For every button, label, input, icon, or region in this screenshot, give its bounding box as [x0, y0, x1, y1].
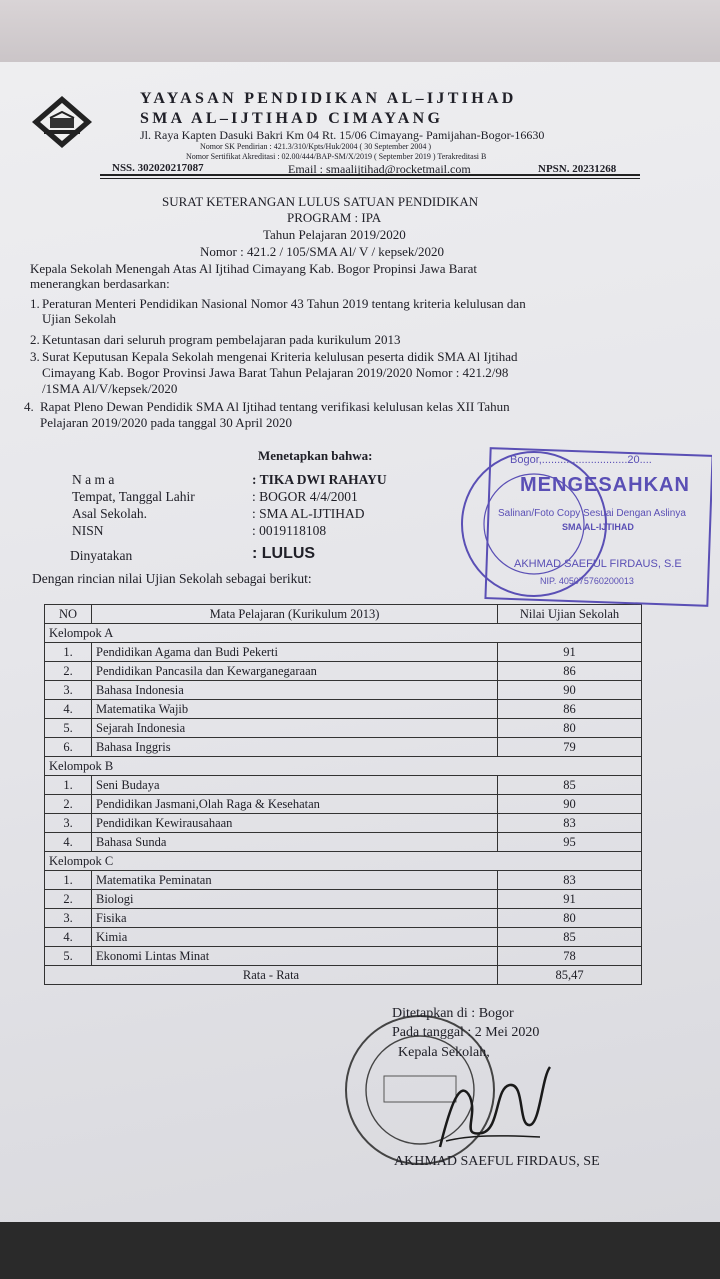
detail-intro: Dengan rincian nilai Ujian Sekolah sebagai berikut:: [32, 571, 312, 586]
basis-1-line-1: Peraturan Menteri Pendidikan Nasional Nomor 43 Tahun 2019 tentang kriteria kelulusan dan: [42, 296, 526, 311]
school-year-line: Tahun Pelajaran 2019/2020: [263, 227, 406, 242]
decision-heading: Menetapkan bahwa:: [258, 448, 373, 463]
foundation-name: YAYASAN PENDIDIKAN AL–IJTIHAD: [140, 90, 517, 107]
header-divider: [100, 174, 640, 176]
row-no: 3.: [45, 814, 92, 833]
name-label: N a m a: [72, 472, 115, 487]
certificate-document: [0, 62, 720, 1222]
row-subject: Kimia: [92, 928, 498, 947]
row-subject: Ekonomi Lintas Minat: [92, 947, 498, 966]
group-row: [45, 852, 642, 871]
row-no: 2.: [45, 795, 92, 814]
row-subject: Pendidikan Pancasila dan Kewarganegaraan: [92, 662, 498, 681]
row-no: 2.: [45, 662, 92, 681]
row-score: 91: [498, 890, 642, 909]
stamp-name: AKHMAD SAEFUL FIRDAUS, S.E: [514, 558, 682, 570]
row-no: 3.: [45, 681, 92, 700]
row-score: 85: [498, 928, 642, 947]
accreditation-number: Nomor Sertifikat Akreditasi : 02.00/444/BAP-SM/X/2019 ( September 2019 ) Terakreditasi B: [186, 152, 487, 161]
email-address: smaalijtihad@rocketmail.com: [326, 162, 471, 176]
basis-2-line-1: Ketuntasan dari seluruh program pembelajaran pada kurikulum 2013: [42, 332, 401, 347]
table-row: [45, 795, 642, 814]
row-no: 1.: [45, 776, 92, 795]
basis-3-num: 3.: [30, 349, 40, 364]
basis-3-line-3: /1SMA Al/V/kepsek/2020: [42, 381, 178, 396]
row-subject: Biologi: [92, 890, 498, 909]
row-subject: Matematika Peminatan: [92, 871, 498, 890]
table-row: [45, 890, 642, 909]
stamp-top-line: Bogor,............................20....: [510, 454, 652, 466]
stamp-copy-note: Salinan/Foto Copy Sesuai Dengan Aslinya: [498, 508, 686, 519]
group-a-label: Kelompok A: [45, 624, 642, 643]
row-subject: Bahasa Sunda: [92, 833, 498, 852]
table-row: [45, 776, 642, 795]
table-row: [45, 928, 642, 947]
status-label: Dinyatakan: [70, 548, 133, 563]
average-row: [45, 966, 642, 985]
stamp-school: SMA AL-IJTIHAD: [562, 522, 634, 532]
row-subject: Pendidikan Jasmani,Olah Raga & Kesehatan: [92, 795, 498, 814]
table-row: [45, 643, 642, 662]
basis-2-num: 2.: [30, 332, 40, 347]
average-label: Rata - Rata: [45, 966, 498, 985]
row-score: 86: [498, 700, 642, 719]
row-score: 95: [498, 833, 642, 852]
legalization-stamp: [454, 446, 712, 616]
row-score: 80: [498, 909, 642, 928]
group-row: [45, 624, 642, 643]
table-row: [45, 700, 642, 719]
table-row: [45, 871, 642, 890]
basis-4-line-2: Pelajaran 2019/2020 pada tanggal 30 April 2020: [40, 415, 293, 430]
sign-name: AKHMAD SAEFUL FIRDAUS, SE: [394, 1154, 600, 1169]
basis-1-line-2: Ujian Sekolah: [42, 311, 117, 326]
row-score: 78: [498, 947, 642, 966]
row-score: 91: [498, 643, 642, 662]
row-no: 2.: [45, 890, 92, 909]
row-score: 83: [498, 814, 642, 833]
table-row: [45, 662, 642, 681]
row-subject: Matematika Wajib: [92, 700, 498, 719]
row-no: 1.: [45, 643, 92, 662]
student-status: : LULUS: [252, 545, 316, 562]
row-subject: Seni Budaya: [92, 776, 498, 795]
row-subject: Fisika: [92, 909, 498, 928]
stamp-nip: NIP. 405075760200013: [540, 576, 634, 586]
row-subject: Bahasa Indonesia: [92, 681, 498, 700]
intro-line-1: Kepala Sekolah Menengah Atas Al Ijtihad Cimayang Kab. Bogor Propinsi Jawa Barat: [30, 261, 477, 276]
sign-role: Kepala Sekolah,: [398, 1045, 490, 1060]
document-title: SURAT KETERANGAN LULUS SATUAN PENDIDIKAN: [162, 194, 479, 209]
row-score: 79: [498, 738, 642, 757]
table-row: [45, 947, 642, 966]
school-address: Jl. Raya Kapten Dasuki Bakri Km 04 Rt. 15/06 Cimayang- Pamijahan-Bogor-16630: [140, 128, 545, 142]
basis-4-line-1: Rapat Pleno Dewan Pendidik SMA Al Ijtihad tentang verifikasi kelulusan kelas XII Tahun: [40, 399, 510, 414]
email-label: Email :: [288, 162, 323, 176]
row-no: 4.: [45, 928, 92, 947]
table-row: [45, 738, 642, 757]
nss-number: NSS. 302020217087: [112, 162, 204, 174]
nisn-label: NISN: [72, 523, 104, 538]
basis-3-line-1: Surat Keputusan Kepala Sekolah mengenai Kriteria kelulusan peserta didik SMA Al Ijtihad: [42, 349, 518, 364]
student-nisn: : 0019118108: [252, 523, 327, 538]
row-score: 80: [498, 719, 642, 738]
school-logo-icon: [30, 94, 94, 150]
row-score: 90: [498, 795, 642, 814]
sk-number: Nomor SK Pendirian : 421.3/310/Kpts/Huk/2004 ( 30 September 2004 ): [200, 142, 432, 151]
document-number: Nomor : 421.2 / 105/SMA Al/ V / kepsek/2020: [200, 244, 445, 259]
table-row: [45, 719, 642, 738]
row-no: 4.: [45, 700, 92, 719]
row-subject: Bahasa Inggris: [92, 738, 498, 757]
student-name: : TIKA DWI RAHAYU: [252, 472, 387, 487]
student-school: : SMA AL-IJTIHAD: [252, 506, 365, 521]
basis-3-line-2: Cimayang Kab. Bogor Provinsi Jawa Barat Tahun Pelajaran 2019/2020 Nomor : 421.2/98: [42, 365, 509, 380]
intro-line-2: menerangkan berdasarkan:: [30, 276, 170, 291]
table-row: [45, 681, 642, 700]
npsn-number: NPSN. 20231268: [538, 163, 617, 175]
table-row: [45, 814, 642, 833]
header-divider-thin: [100, 178, 640, 179]
average-score: 85,47: [498, 966, 642, 985]
row-score: 85: [498, 776, 642, 795]
row-score: 86: [498, 662, 642, 681]
row-no: 5.: [45, 947, 92, 966]
program-line: PROGRAM : IPA: [287, 210, 382, 225]
row-subject: Pendidikan Kewirausahaan: [92, 814, 498, 833]
sign-place: Ditetapkan di : Bogor: [392, 1006, 514, 1021]
row-subject: Sejarah Indonesia: [92, 719, 498, 738]
signature-icon: [390, 1037, 570, 1167]
table-row: [45, 833, 642, 852]
group-row: [45, 757, 642, 776]
group-b-label: Kelompok B: [45, 757, 642, 776]
school-label: Asal Sekolah.: [72, 506, 147, 521]
row-score: 83: [498, 871, 642, 890]
row-no: 4.: [45, 833, 92, 852]
basis-4-num: 4.: [24, 399, 34, 414]
student-birth: : BOGOR 4/4/2001: [252, 489, 358, 504]
sign-date: Pada tanggal : 2 Mei 2020: [392, 1025, 540, 1040]
row-score: 90: [498, 681, 642, 700]
header-subject: Mata Pelajaran (Kurikulum 2013): [92, 605, 498, 624]
row-no: 1.: [45, 871, 92, 890]
basis-1-num: 1.: [30, 296, 40, 311]
birth-label: Tempat, Tanggal Lahir: [72, 489, 195, 504]
school-name: SMA AL–IJTIHAD CIMAYANG: [140, 110, 444, 127]
table-row: [45, 909, 642, 928]
row-subject: Pendidikan Agama dan Budi Pekerti: [92, 643, 498, 662]
row-no: 5.: [45, 719, 92, 738]
header-score: Nilai Ujian Sekolah: [498, 605, 642, 624]
scores-table: [44, 604, 642, 985]
background-top: [0, 0, 720, 70]
header-no: NO: [45, 605, 92, 624]
row-no: 6.: [45, 738, 92, 757]
row-no: 3.: [45, 909, 92, 928]
group-c-label: Kelompok C: [45, 852, 642, 871]
stamp-word: MENGESAHKAN: [520, 474, 690, 496]
